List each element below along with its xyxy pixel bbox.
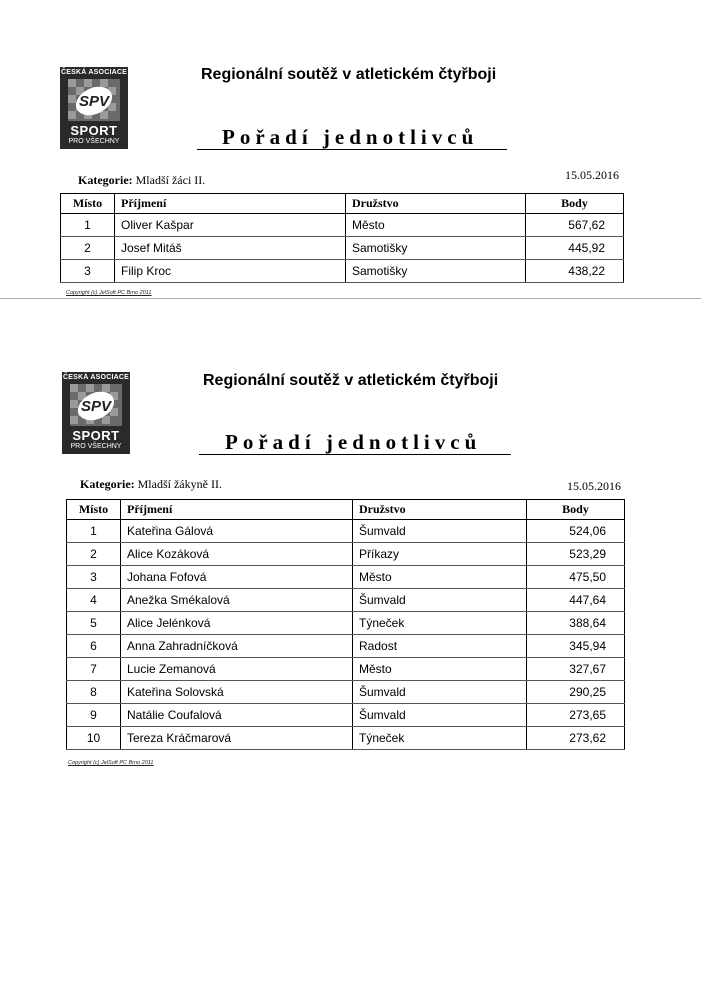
table-row (67, 566, 625, 589)
cell-place: 6 (67, 635, 121, 658)
logo-sport-text: SPORT (72, 428, 120, 443)
cell-place: 5 (67, 612, 121, 635)
table-row (67, 658, 625, 681)
category-value: Mladší žákyně II. (137, 477, 222, 491)
table-row (67, 704, 625, 727)
cell-place: 2 (67, 543, 121, 566)
cell-team: Šumvald (353, 520, 527, 543)
table-row (67, 612, 625, 635)
copyright-note: Copyright (c) JelSoft PC Brno 2011 (66, 290, 152, 296)
page-divider (0, 298, 701, 299)
table-row (67, 635, 625, 658)
subtitle-underline (199, 454, 511, 455)
table-row (67, 543, 625, 566)
logo-top-text: ČESKÁ ASOCIACE (63, 374, 129, 381)
spv-logo (60, 67, 128, 149)
cell-name: Alice Jelénková (121, 612, 353, 635)
cell-place: 7 (67, 658, 121, 681)
cell-team: Samotišky (346, 260, 526, 283)
table-header-row (67, 500, 625, 520)
cell-team: Příkazy (353, 543, 527, 566)
page-title: Regionální soutěž v atletickém čtyřboji (203, 372, 499, 389)
cell-points: 273,65 (527, 704, 625, 727)
cell-place: 2 (61, 237, 115, 260)
results-sheet-1 (0, 0, 701, 300)
col-header-place: Místo (67, 500, 121, 520)
cell-team: Šumvald (353, 681, 527, 704)
cell-place: 3 (67, 566, 121, 589)
col-header-team: Družstvo (353, 500, 527, 520)
col-header-points: Body (527, 500, 625, 520)
table-row (67, 589, 625, 612)
cell-place: 9 (67, 704, 121, 727)
cell-team: Týneček (353, 727, 527, 750)
table-row (67, 520, 625, 543)
cell-place: 3 (61, 260, 115, 283)
cell-points: 445,92 (526, 237, 624, 260)
cell-points: 273,62 (527, 727, 625, 750)
page-subtitle: Pořadí jednotlivců (225, 430, 482, 454)
event-date: 15.05.2016 (565, 168, 619, 182)
cell-team: Týneček (353, 612, 527, 635)
logo-mark-text: SPV (78, 93, 110, 110)
cell-name: Lucie Zemanová (121, 658, 353, 681)
logo-mark-text: SPV (80, 398, 112, 415)
page-subtitle: Pořadí jednotlivců (222, 125, 479, 149)
col-header-points: Body (526, 194, 624, 214)
cell-name: Anežka Smékalová (121, 589, 353, 612)
table-header-row (61, 194, 624, 214)
cell-team: Město (353, 566, 527, 589)
cell-name: Tereza Kráčmarová (121, 727, 353, 750)
cell-team: Samotišky (346, 237, 526, 260)
subtitle-underline (197, 149, 507, 150)
logo-bottom-text: PRO VŠECHNY (68, 138, 120, 145)
cell-points: 290,25 (527, 681, 625, 704)
col-header-name: Příjmení (121, 500, 353, 520)
cell-name: Filip Kroc (115, 260, 346, 283)
spv-emblem-icon (70, 384, 122, 426)
cell-points: 524,06 (527, 520, 625, 543)
category-label: Kategorie: (78, 173, 133, 187)
copyright-note: Copyright (c) JelSoft PC Brno 2011 (68, 760, 154, 766)
cell-points: 475,50 (527, 566, 625, 589)
cell-team: Město (353, 658, 527, 681)
cell-points: 388,64 (527, 612, 625, 635)
logo-sport-text: SPORT (70, 123, 118, 138)
table-row (61, 214, 624, 237)
results-sheet-2 (0, 300, 701, 1000)
logo-bottom-text: PRO VŠECHNY (70, 443, 122, 450)
cell-name: Johana Fofová (121, 566, 353, 589)
cell-name: Kateřina Gálová (121, 520, 353, 543)
cell-team: Radost (353, 635, 527, 658)
table-row (67, 681, 625, 704)
cell-points: 567,62 (526, 214, 624, 237)
cell-name: Oliver Kašpar (115, 214, 346, 237)
cell-place: 10 (67, 727, 121, 750)
cell-points: 447,64 (527, 589, 625, 612)
cell-team: Šumvald (353, 704, 527, 727)
cell-points: 345,94 (527, 635, 625, 658)
category (78, 173, 205, 188)
cell-name: Natálie Coufalová (121, 704, 353, 727)
cell-team: Město (346, 214, 526, 237)
logo-top-text: ČESKÁ ASOCIACE (61, 69, 127, 76)
table-row (67, 727, 625, 750)
spv-logo (62, 372, 130, 454)
col-header-team: Družstvo (346, 194, 526, 214)
cell-team: Šumvald (353, 589, 527, 612)
results-table (60, 193, 624, 283)
cell-name: Kateřina Solovská (121, 681, 353, 704)
category-value: Mladší žáci II. (135, 173, 206, 187)
cell-name: Josef Mitáš (115, 237, 346, 260)
table-row (61, 237, 624, 260)
col-header-name: Příjmení (115, 194, 346, 214)
cell-place: 1 (61, 214, 115, 237)
cell-name: Anna Zahradníčková (121, 635, 353, 658)
cell-points: 438,22 (526, 260, 624, 283)
category (80, 477, 222, 492)
cell-points: 327,67 (527, 658, 625, 681)
results-table (66, 499, 625, 750)
table-row (61, 260, 624, 283)
cell-points: 523,29 (527, 543, 625, 566)
cell-place: 1 (67, 520, 121, 543)
page-title: Regionální soutěž v atletickém čtyřboji (201, 66, 497, 83)
cell-name: Alice Kozáková (121, 543, 353, 566)
category-label: Kategorie: (80, 477, 135, 491)
cell-place: 4 (67, 589, 121, 612)
col-header-place: Místo (61, 194, 115, 214)
cell-place: 8 (67, 681, 121, 704)
spv-emblem-icon (68, 79, 120, 121)
event-date: 15.05.2016 (567, 479, 621, 493)
